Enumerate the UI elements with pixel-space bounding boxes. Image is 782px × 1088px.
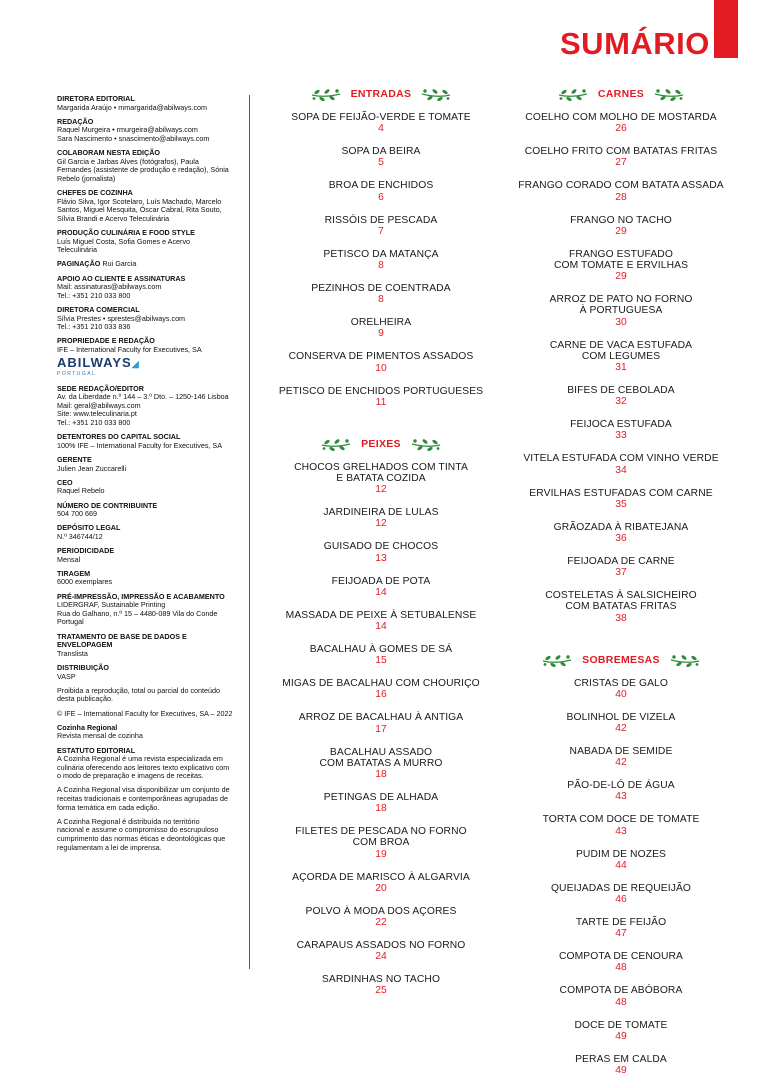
logo-mark-icon: ◢	[131, 358, 140, 369]
toc-entry[interactable]	[515, 1020, 727, 1043]
logo-wordmark: ABILWAYS◢	[57, 354, 140, 370]
section-title: CARNES	[597, 88, 645, 100]
page-number: 37	[615, 567, 627, 579]
toc-entry[interactable]	[275, 180, 487, 203]
herb-sprig-icon	[310, 86, 342, 102]
recipe-name: PETISCO DA MATANÇA	[323, 248, 439, 260]
recipe-name: FRANGO NO TACHO	[570, 214, 672, 226]
toc-entry[interactable]	[275, 974, 487, 997]
herb-sprig-icon	[541, 652, 573, 668]
page-number: 14	[375, 586, 387, 598]
masthead-text: Gil Garcia e Jarbas Alves (fotógrafos), Paula	[57, 156, 199, 166]
toc-entry[interactable]	[275, 872, 487, 895]
masthead-label: PRODUÇÃO CULINÁRIA E FOOD STYLE	[57, 228, 195, 238]
page-number: 32	[615, 396, 627, 408]
masthead-text: Santos, Miguel Mesquita, Óscar Cabral, Rita Souto,	[57, 205, 222, 215]
recipe-name: TARTE DE FEIJÃO	[575, 917, 667, 929]
recipe-name: CARNE DE VACA ESTUFADA COM LEGUMES	[549, 339, 693, 362]
toc-entry[interactable]	[275, 146, 487, 169]
page-number: 8	[378, 260, 384, 272]
toc-column-right	[515, 84, 727, 1088]
page-number: 9	[378, 328, 384, 340]
masthead-block	[57, 229, 237, 255]
recipe-name: PEZINHOS DE COENTRADA	[311, 283, 451, 295]
toc-entry[interactable]	[515, 917, 727, 940]
recipe-name: POLVO À MODA DOS AÇORES	[305, 905, 457, 917]
masthead-block	[57, 818, 237, 852]
toc-entry[interactable]	[275, 644, 487, 667]
masthead-text: Flávio Silva, Igor Scotelaro, Luís Machado, Marcelo	[57, 196, 222, 206]
toc-entry[interactable]	[275, 610, 487, 633]
masthead-label: NÚMERO DE CONTRIBUINTE	[57, 500, 158, 510]
recipe-name: CONSERVA DE PIMENTOS ASSADOS	[288, 351, 474, 363]
page-number: 30	[615, 316, 627, 328]
masthead-block	[57, 275, 237, 301]
recipe-name: PETISCO DE ENCHIDOS PORTUGUESES	[278, 385, 484, 397]
recipe-name: ERVILHAS ESTUFADAS COM CARNE	[529, 487, 713, 499]
recipe-name: BIFES DE CEBOLADA	[567, 385, 675, 397]
recipe-name: FRANGO ESTUFADO COM TOMATE E ERVILHAS	[553, 248, 689, 272]
page-number: 18	[375, 769, 387, 781]
recipe-name: CARAPAUS ASSADOS NO FORNO	[296, 940, 466, 952]
page-number: 33	[615, 430, 627, 442]
recipe-name: QUEIJADAS DE REQUEIJÃO	[550, 882, 692, 894]
masthead-label: ESTATUTO EDITORIAL	[57, 745, 136, 755]
masthead-label: DEPÓSITO LEGAL	[57, 523, 121, 533]
masthead-text: LIDERGRAF, Sustainable Printing	[57, 600, 166, 610]
masthead-text: Revista mensal de cozinha	[57, 731, 143, 741]
masthead-block	[57, 479, 237, 496]
page-number: 20	[375, 882, 387, 894]
masthead-label: PAGINAÇÃO	[57, 259, 101, 269]
toc-entry[interactable]	[515, 746, 727, 769]
page-number: 29	[615, 225, 627, 237]
toc-entry[interactable]	[275, 826, 487, 860]
page-number: 34	[615, 464, 627, 476]
page-number: 49	[615, 1065, 627, 1077]
recipe-name: BACALHAU ASSADO COM BATATAS A MURRO	[319, 746, 443, 769]
recipe-name: FEIJOCA ESTUFADA	[570, 419, 672, 431]
toc-entry[interactable]	[275, 215, 487, 238]
recipe-name: MIGAS DE BACALHAU COM CHOURIÇO	[282, 678, 480, 690]
page-number: 4	[378, 123, 384, 135]
toc-entry[interactable]	[515, 419, 727, 442]
recipe-name: ORELHEIRA	[350, 317, 412, 329]
masthead-text: Luís Miguel Costa, Sofia Gomes e Acervo	[57, 236, 191, 246]
masthead-label: PRÉ-IMPRESSÃO, IMPRESSÃO E ACABAMENTO	[57, 591, 225, 601]
section-carnes	[515, 84, 727, 624]
toc-entry[interactable]	[275, 317, 487, 340]
masthead-label: DETENTORES DO CAPITAL SOCIAL	[57, 432, 181, 442]
masthead-text: receitas tradicionais e contemporâneas agrupadas de	[57, 794, 229, 804]
toc-entry[interactable]	[515, 385, 727, 408]
section-heading	[275, 84, 487, 104]
recipe-name: PÃO-DE-LÓ DE ÁGUA	[567, 780, 675, 792]
toc-entry[interactable]	[275, 283, 487, 306]
recipe-name: CRISTAS DE GALO	[573, 677, 668, 689]
recipe-name: COSTELETAS À SALSICHEIRO COM BATATAS FRITAS	[545, 590, 697, 613]
toc-entry[interactable]	[515, 951, 727, 974]
masthead-text: Tel.: +351 210 033 800	[57, 417, 131, 427]
masthead-label: CEO	[57, 477, 73, 487]
herb-sprig-icon	[410, 436, 442, 452]
recipe-name: BACALHAU À GOMES DE SÁ	[309, 644, 453, 656]
recipe-name: GUISADO DE CHOCOS	[323, 541, 439, 553]
toc-entry[interactable]	[275, 351, 487, 374]
toc-entry[interactable]	[515, 883, 727, 906]
page-number: 27	[615, 157, 627, 169]
recipe-name: BOLINHOL DE VIZELA	[566, 711, 676, 723]
page-number: 49	[615, 1030, 627, 1042]
recipe-name: ARROZ DE BACALHAU À ANTIGA	[298, 712, 464, 724]
page-number: 46	[615, 894, 627, 906]
page-number: 47	[615, 928, 627, 940]
masthead-text: Margarida Araújo • mmargarida@abilways.com	[57, 102, 208, 112]
masthead-text: Tel.: +351 210 033 836	[57, 322, 131, 332]
page-number: 35	[615, 498, 627, 510]
toc-entry[interactable]	[275, 792, 487, 815]
masthead-block	[57, 337, 237, 354]
masthead-text: A Cozinha Regional é distribuída no território	[57, 816, 200, 826]
section-title: PEIXES	[361, 437, 401, 450]
masthead-text: forma temática em cada edição.	[57, 802, 160, 812]
toc-entry[interactable]	[275, 747, 487, 781]
masthead-text: Sílvia Brandi e Acervo Teleculinária	[57, 213, 170, 223]
masthead-text: Av. da Liberdade n.º 144 – 3.º Dto. – 1250-146 Lisboa	[57, 392, 229, 402]
recipe-name: RISSÓIS DE PESCADA	[324, 214, 438, 226]
masthead-block	[57, 260, 237, 269]
masthead-label: REDAÇÃO	[57, 116, 94, 126]
page-number: 7	[378, 225, 384, 237]
masthead-block	[57, 118, 237, 144]
copyright-text: © IFE – International Faculty for Executives, SA – 2022	[57, 708, 233, 718]
masthead-text: Portugal	[57, 617, 84, 627]
masthead-block	[57, 786, 237, 812]
masthead-text: N.º 346744/12	[57, 531, 103, 541]
toc-entry[interactable]	[275, 541, 487, 564]
herb-sprig-icon	[557, 86, 589, 102]
recipe-name: COMPOTA DE CENOURA	[558, 951, 684, 963]
page-number: 19	[375, 848, 387, 860]
masthead-text: regulamentam a lei de imprensa.	[57, 842, 162, 852]
recipe-name: FILETES DE PESCADA NO FORNO COM BROA	[295, 826, 467, 849]
page-number: 43	[615, 825, 627, 837]
masthead-text: 504 700 669	[57, 509, 97, 519]
masthead-block	[57, 306, 237, 332]
page-number: 31	[615, 362, 627, 374]
page-number: 48	[615, 962, 627, 974]
abilways-logo	[57, 354, 237, 379]
page-number: 22	[375, 917, 387, 929]
masthead-block	[57, 95, 237, 112]
page-number: 40	[615, 688, 627, 700]
masthead-text: Fernandes (assistente de produção e redação), Sónia	[57, 165, 229, 175]
masthead-label: TRATAMENTO DE BASE DE DADOS E ENVELOPAGEM	[57, 631, 187, 650]
masthead-block	[57, 710, 237, 719]
toc-entry[interactable]	[275, 678, 487, 701]
masthead-block	[57, 724, 237, 741]
toc-entry[interactable]	[515, 340, 727, 374]
masthead-text: 100% IFE – International Faculty for Executives, SA	[57, 440, 222, 450]
toc-entry[interactable]	[515, 1054, 727, 1077]
toc-entry[interactable]	[515, 488, 727, 511]
page-number: 15	[375, 655, 387, 667]
toc-entry[interactable]	[275, 940, 487, 963]
recipe-name: SOPA DA BEIRA	[341, 146, 421, 158]
page-number: 43	[615, 791, 627, 803]
page-number: 48	[615, 996, 627, 1008]
masthead	[57, 95, 237, 858]
section-peixes	[275, 434, 487, 997]
section-heading	[515, 84, 727, 104]
page-number: 5	[378, 157, 384, 169]
page-number: 14	[375, 621, 387, 633]
toc-entry[interactable]	[515, 590, 727, 624]
recipe-name: BROA DE ENCHIDOS	[328, 180, 434, 192]
herb-sprig-icon	[653, 86, 685, 102]
page-number: 18	[375, 803, 387, 815]
masthead-text: o modo de preparação e imagens de receitas.	[57, 771, 204, 781]
page-number: 42	[615, 757, 627, 769]
recipe-name: JARDINEIRA DE LULAS	[323, 507, 439, 519]
masthead-label: PERIODICIDADE	[57, 546, 115, 556]
masthead-text: Translista	[57, 648, 88, 658]
masthead-label: CHEFES DE COZINHA	[57, 188, 133, 198]
recipe-name: COMPOTA DE ABÓBORA	[559, 985, 683, 997]
masthead-block	[57, 385, 237, 428]
masthead-block	[57, 687, 237, 704]
page-number: 6	[378, 191, 384, 203]
masthead-label: APOIO AO CLIENTE E ASSINATURAS	[57, 273, 186, 283]
page-number: 16	[375, 689, 387, 701]
section-sobremesas	[515, 650, 727, 1077]
toc-entry[interactable]	[515, 780, 727, 803]
toc-entry[interactable]	[515, 453, 727, 476]
masthead-text: 6000 exemplares	[57, 577, 113, 587]
toc-entry[interactable]	[515, 215, 727, 238]
toc-entry[interactable]	[515, 814, 727, 837]
masthead-text: Raquel Murgeira • rmurgeira@abilways.com	[57, 125, 198, 135]
section-title: SOBREMESAS	[582, 653, 660, 666]
masthead-label: GERENTE	[57, 454, 92, 464]
masthead-label: DISTRIBUIÇÃO	[57, 662, 109, 672]
recipe-name: VITELA ESTUFADA COM VINHO VERDE	[523, 453, 719, 465]
masthead-label: PROPRIEDADE E REDAÇÃO	[57, 336, 155, 346]
masthead-block	[57, 747, 237, 781]
toc-entry[interactable]	[515, 849, 727, 872]
masthead-block	[57, 633, 237, 659]
section-heading	[515, 650, 727, 670]
toc-entry[interactable]	[515, 678, 727, 701]
page-number: 38	[615, 612, 627, 624]
toc-entry[interactable]	[275, 906, 487, 929]
masthead-block	[57, 664, 237, 681]
masthead-text: desta publicação.	[57, 694, 113, 704]
recipe-name: COELHO COM MOLHO DE MOSTARDA	[525, 112, 717, 123]
masthead-text: Mail: assinaturas@abilways.com	[57, 282, 162, 292]
page-number: 36	[615, 533, 627, 545]
herb-sprig-icon	[669, 652, 701, 668]
masthead-block	[57, 547, 237, 564]
masthead-label: TIRAGEM	[57, 568, 91, 578]
toc-entry[interactable]	[275, 462, 487, 496]
masthead-text: IFE – International Faculty for Executives, SA	[57, 345, 202, 354]
masthead-label: DIRETORA EDITORIAL	[57, 94, 135, 103]
toc-entry[interactable]	[275, 507, 487, 530]
column-divider	[249, 95, 250, 969]
masthead-text: Mail: geral@abilways.com	[57, 400, 141, 410]
recipe-name: SOPA DE FEIJÃO-VERDE E TOMATE	[291, 112, 471, 123]
section-title: ENTRADAS	[350, 88, 412, 100]
toc-entry[interactable]	[515, 985, 727, 1008]
masthead-label: DIRETORA COMERCIAL	[57, 305, 140, 315]
recipe-name: GRÃOZADA À RIBATEJANA	[553, 521, 689, 533]
masthead-text: VASP	[57, 671, 76, 681]
page-number: 25	[375, 985, 387, 997]
recipe-name: AÇORDA DE MARISCO À ALGARVIA	[292, 871, 470, 883]
masthead-text: Rebelo (jornalista)	[57, 173, 116, 183]
masthead-block	[57, 502, 237, 519]
recipe-name: NABADA DE SEMIDE	[569, 746, 673, 758]
recipe-name: PUDIM DE NOZES	[575, 848, 667, 860]
masthead-text: cumprimento das normas éticas e deontológicas que	[57, 834, 226, 844]
toc-entry[interactable]	[275, 576, 487, 599]
toc-entry[interactable]	[515, 294, 727, 328]
masthead-text: Rui Garcia	[102, 259, 137, 269]
masthead-text: Sara Nascimento • snascimento@abilways.com	[57, 133, 210, 143]
page-title: SUMÁRIO	[560, 26, 710, 61]
masthead-label: SEDE REDAÇÃO/EDITOR	[57, 383, 144, 393]
masthead-text: Proibida a reprodução, total ou parcial do conteúdo	[57, 685, 221, 695]
recipe-name: COELHO FRITO COM BATATAS FRITAS	[524, 146, 718, 158]
masthead-text: Mensal	[57, 554, 81, 564]
toc-entry[interactable]	[515, 522, 727, 545]
logo-subtitle: PORTUGAL	[57, 370, 97, 377]
toc-entry[interactable]	[515, 556, 727, 579]
page-number: 11	[375, 396, 387, 408]
herb-sprig-icon	[420, 86, 452, 102]
masthead-text: Sílvia Prestes • sprestes@abilways.com	[57, 313, 186, 323]
page-number: 13	[375, 552, 387, 564]
toc-entry[interactable]	[515, 112, 727, 135]
toc-entry[interactable]	[515, 712, 727, 735]
recipe-name: MASSADA DE PEIXE À SETUBALENSE	[285, 609, 477, 621]
page-number: 12	[375, 484, 387, 496]
masthead-text: Site: www.teleculinaria.pt	[57, 409, 137, 419]
toc-entry[interactable]	[275, 112, 487, 135]
toc-entry[interactable]	[275, 386, 487, 409]
page-number: 29	[615, 271, 627, 283]
toc-entry[interactable]	[515, 180, 727, 203]
recipe-name: ARROZ DE PATO NO FORNO À PORTUGUESA	[549, 294, 693, 317]
masthead-text: Rua do Galhano, n.º 15 – 4480-089 Vila do Conde	[57, 608, 218, 618]
recipe-name: FEIJOADA DE POTA	[331, 575, 431, 587]
toc-entry[interactable]	[275, 712, 487, 735]
masthead-block	[57, 456, 237, 473]
section-entradas	[275, 84, 487, 408]
masthead-text: nacional e assume o compromisso do escrupuloso	[57, 825, 219, 835]
masthead-text: Teleculinária	[57, 245, 97, 255]
recipe-name: FRANGO CORADO COM BATATA ASSADA	[518, 180, 724, 192]
page-number: 24	[375, 951, 387, 963]
red-accent-bar	[714, 0, 738, 58]
masthead-text: A Cozinha Regional visa disponibilizar um conjunto de	[57, 785, 230, 795]
toc-entry[interactable]	[515, 249, 727, 283]
masthead-text: Julien Jean Zuccarelli	[57, 463, 127, 473]
masthead-text: Raquel Rebelo	[57, 486, 105, 496]
recipe-name: FEIJOADA DE CARNE	[567, 556, 675, 568]
recipe-name: DOCE DE TOMATE	[574, 1019, 668, 1031]
toc-entry[interactable]	[275, 249, 487, 272]
section-heading	[275, 434, 487, 454]
masthead-label: Cozinha Regional	[57, 722, 118, 732]
page-number: 8	[378, 294, 384, 306]
masthead-block	[57, 189, 237, 223]
masthead-block	[57, 433, 237, 450]
masthead-text: A Cozinha Regional é uma revista especializada em	[57, 754, 223, 764]
masthead-block	[57, 149, 237, 183]
masthead-block	[57, 593, 237, 627]
toc-entry[interactable]	[515, 146, 727, 169]
recipe-name: PERAS EM CALDA	[575, 1053, 667, 1065]
page-number: 26	[615, 123, 627, 135]
masthead-block	[57, 570, 237, 587]
page-number: 44	[615, 859, 627, 871]
herb-sprig-icon	[320, 436, 352, 452]
page-number: 42	[615, 723, 627, 735]
masthead-text: Tel.: +351 210 033 800	[57, 290, 131, 300]
page-number: 10	[375, 362, 387, 374]
page-number: 12	[375, 518, 387, 530]
recipe-name: SARDINHAS NO TACHO	[321, 974, 441, 986]
masthead-label: COLABORAM NESTA EDIÇÃO	[57, 148, 161, 158]
page-number: 17	[375, 723, 387, 735]
recipe-name: TORTA COM DOCE DE TOMATE	[542, 814, 700, 826]
recipe-name: PETINGAS DE ALHADA	[323, 792, 439, 804]
masthead-block	[57, 524, 237, 541]
masthead-text: culinária oferecendo aos leitores texto explicativo com	[57, 762, 230, 772]
toc-column-middle	[275, 84, 487, 1008]
page-number: 28	[615, 191, 627, 203]
recipe-name: CHOCOS GRELHADOS COM TINTA E BATATA COZIDA	[294, 461, 468, 485]
